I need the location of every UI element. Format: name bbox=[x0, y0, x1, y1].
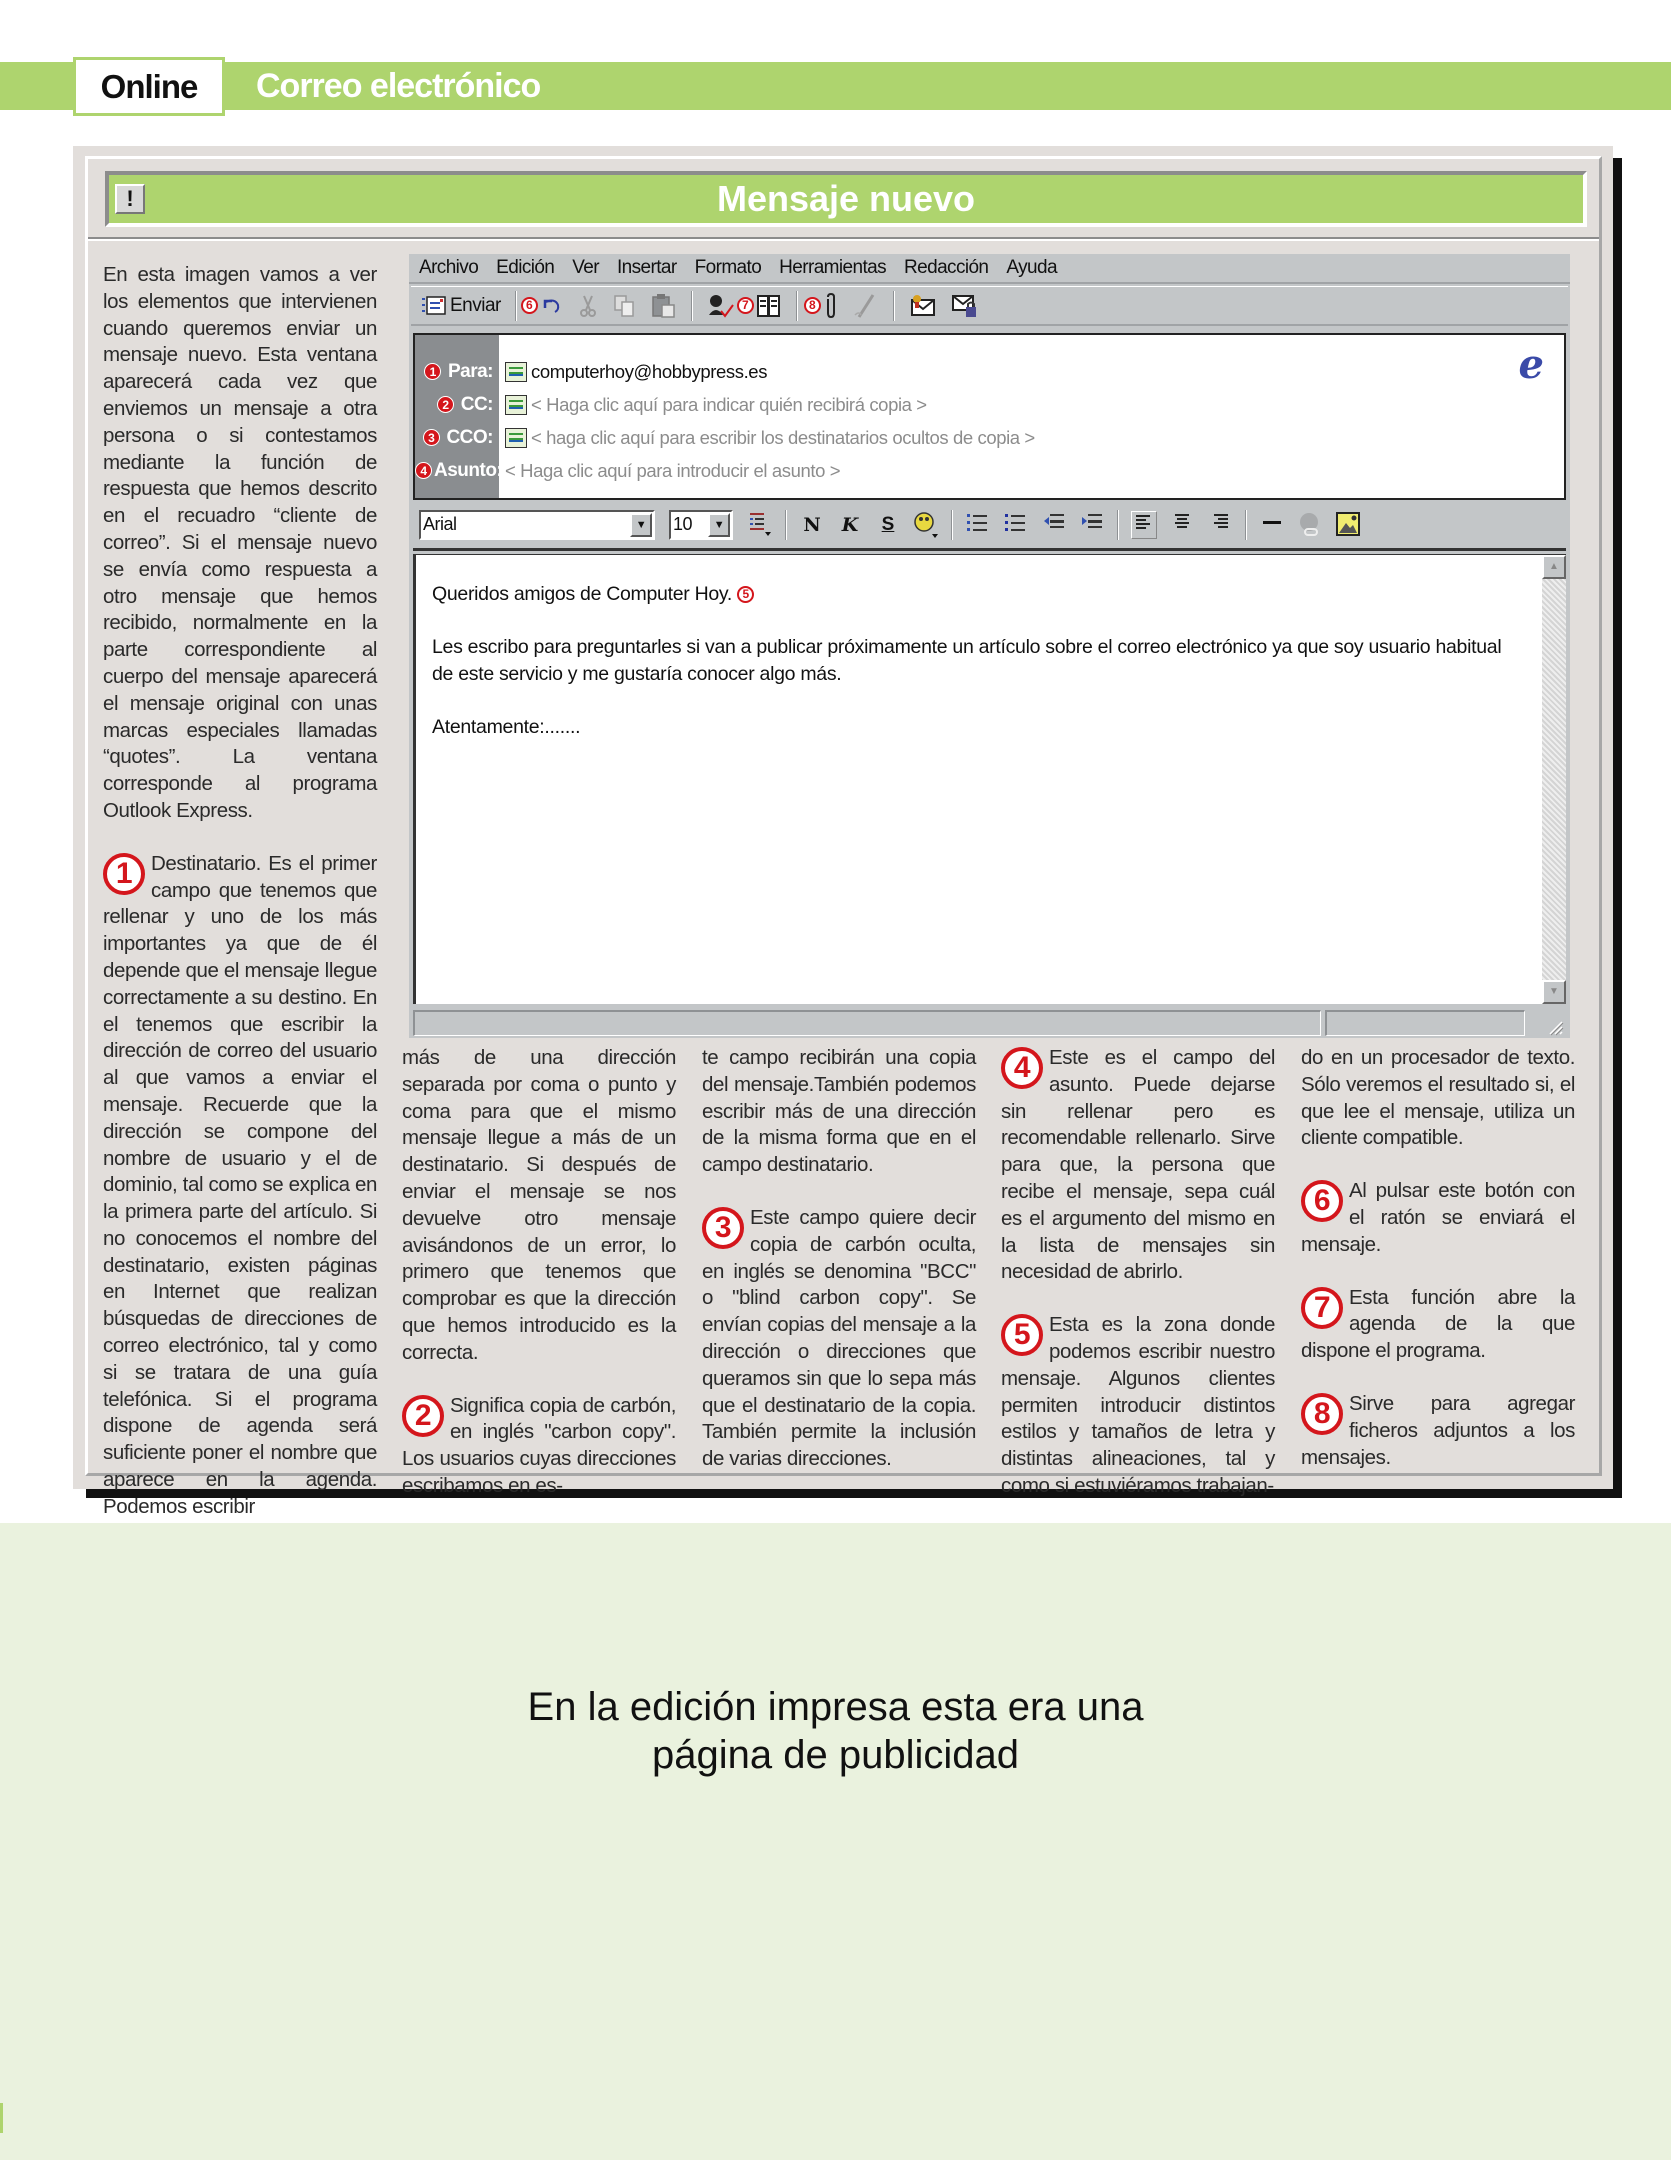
send-button[interactable] bbox=[421, 291, 501, 321]
item-3: 3 Este campo quiere decir copia de carbón oculta, en inglés se denomina "BCC" o "blind carbon copy". Se envían copias del mensaje a la dirección o direcciones que queramos sin que lo sepa más que el destinatario de la copia. También permite la inclusión de varias direcciones. bbox=[702, 1205, 976, 1471]
align-center-button[interactable] bbox=[1169, 511, 1195, 539]
subject-field-row bbox=[415, 454, 1564, 487]
decrease-indent-icon bbox=[1042, 511, 1066, 535]
cut-button[interactable] bbox=[577, 291, 599, 321]
cut-icon bbox=[577, 294, 599, 318]
check-names-icon bbox=[707, 293, 735, 319]
bcc-field-row bbox=[415, 421, 1564, 454]
font-family-select[interactable]: Arial ▼ bbox=[419, 510, 655, 540]
menu-ver[interactable]: Ver bbox=[572, 257, 599, 278]
item-1: 1 Destinatario. Es el primer campo que tenemos que rellenar y uno de los más importantes ya que de él depende que el mensaje llegue correctamente a su destino. En el tenemos que escribir la dirección de correo del usuario al que vamos a enviar el mensaje. Recuerde que la dirección se compone del nombre de usuario y el de dominio, tal como se explica en la primera parte del artículo. Si no conocemos el nombre del destinatario, existen páginas en Internet que realizan búsquedas de direcciones de correo electrónico, tal y como si se tratara de una guía telefónica. Si el programa dispone de agenda será suficiente poner el nombre que aparece en la agenda. Podemos escribir bbox=[103, 851, 377, 1518]
internet-explorer-logo-icon: e bbox=[1518, 341, 1544, 388]
callout-3-marker: 3 bbox=[423, 429, 440, 446]
ad-line-1: En la edición impresa esta era una bbox=[527, 1685, 1144, 1729]
item-2: 2 Significa copia de carbón, en inglés "carbon copy". Los usuarios cuyas direcciones escribamos en es- bbox=[402, 1393, 676, 1497]
toolbar-separator bbox=[893, 291, 895, 321]
callout-2-marker: 2 bbox=[437, 396, 454, 413]
callout-3-icon: 3 bbox=[702, 1207, 744, 1249]
to-input[interactable]: computerhoy@hobbypress.es bbox=[531, 360, 768, 382]
align-center-icon bbox=[1172, 511, 1192, 533]
undo-icon bbox=[541, 296, 563, 316]
menu-archivo[interactable]: Archivo bbox=[419, 257, 479, 278]
bcc-input[interactable]: < haga clic aquí para escribir los destinatarios ocultos de copia > bbox=[531, 426, 1035, 448]
section-header-band bbox=[0, 62, 1671, 110]
align-left-button[interactable] bbox=[1131, 511, 1157, 539]
menu-edicion[interactable]: Edición bbox=[496, 257, 555, 278]
chevron-down-icon[interactable]: ▼ bbox=[630, 513, 652, 537]
callout-2-icon: 2 bbox=[402, 1395, 444, 1437]
col3-continuation: te campo recibirán una copia del mensaje.También podemos escribir más de una dirección de la misma forma que en el campo destinatario. bbox=[702, 1046, 976, 1177]
col5-continuation: do en un procesador de texto. Sólo veremos el resultado si, el que lee el mensaje, utiliza un cliente compatible. bbox=[1301, 1046, 1575, 1150]
compose-window bbox=[409, 254, 1570, 1038]
callout-8-icon: 8 bbox=[1301, 1393, 1343, 1435]
toolbar-separator bbox=[515, 291, 517, 321]
formatting-toolbar bbox=[413, 501, 1566, 551]
toolbar-separator bbox=[1117, 510, 1119, 540]
toolbar-separator bbox=[796, 291, 798, 321]
align-right-button[interactable] bbox=[1207, 511, 1233, 539]
paragraph-style-button[interactable] bbox=[747, 511, 773, 539]
status-bar bbox=[411, 1006, 1568, 1038]
address-book-icon bbox=[756, 294, 782, 318]
callout-5-icon: 5 bbox=[1001, 1314, 1043, 1356]
to-field-row bbox=[415, 355, 1564, 388]
horizontal-line-button[interactable] bbox=[1259, 511, 1285, 539]
decrease-indent-button[interactable] bbox=[1041, 511, 1067, 539]
align-left-icon bbox=[1134, 512, 1154, 534]
advertisement-placeholder bbox=[0, 1523, 1671, 2160]
signed-mail-icon bbox=[909, 294, 937, 318]
attach-button[interactable] bbox=[823, 291, 839, 321]
underline-button[interactable]: S bbox=[881, 513, 895, 535]
attach-icon bbox=[823, 293, 839, 319]
toolbar-separator bbox=[691, 291, 693, 321]
paragraph-style-icon bbox=[748, 511, 772, 537]
image-icon bbox=[1335, 511, 1361, 537]
body-closing: Atentamente:....... bbox=[432, 716, 581, 738]
body-greeting: Queridos amigos de Computer Hoy. bbox=[432, 583, 733, 605]
sign-icon bbox=[853, 293, 879, 319]
cc-field-row bbox=[415, 388, 1564, 421]
main-toolbar bbox=[411, 286, 1568, 326]
item-5: 5 Esta es la zona donde podemos escribir nuestro mensaje. Algunos clientes permiten introducir distintos estilos y tamaños de letra y distintas alineaciones, tal y como si estuviéramos trabajan- bbox=[1001, 1313, 1275, 1497]
bcc-label: CCO: bbox=[446, 426, 493, 448]
ad-line-2: página de publicidad bbox=[652, 1733, 1019, 1777]
insert-link-button[interactable] bbox=[1297, 511, 1323, 539]
item-7: 7 Esta función abre la agenda de la que dispone el programa. bbox=[1301, 1285, 1575, 1363]
subject-label: Asunto: bbox=[434, 459, 503, 481]
address-card-icon[interactable] bbox=[505, 362, 527, 382]
article-column-1 bbox=[103, 262, 377, 1521]
title-divider bbox=[88, 237, 1599, 241]
toolbar-separator bbox=[1245, 510, 1247, 540]
chevron-down-icon[interactable]: ▼ bbox=[708, 513, 730, 537]
cc-input[interactable]: < Haga clic aquí para indicar quién recibirá copia > bbox=[531, 393, 927, 415]
callout-7-icon: 7 bbox=[1301, 1287, 1343, 1329]
edge-marker bbox=[0, 2103, 3, 2133]
paste-icon bbox=[651, 293, 677, 319]
increase-indent-icon bbox=[1080, 511, 1104, 535]
article-column-4 bbox=[1001, 1045, 1275, 1500]
toolbar-separator bbox=[951, 510, 953, 540]
body-paragraph: Les escribo para preguntarles si van a publicar próximamente un artículo sobre el correo electrónico ya que soy usuario habitual de este servicio y me gustaría conocer algo más. bbox=[432, 636, 1502, 685]
menu-formato[interactable]: Formato bbox=[694, 257, 762, 278]
col2-continuation: más de una dirección separada por coma o punto y coma para que el mismo mensaje llegue a más de un destinatario. Si después de enviar el mensaje se nos devuelve otro mensaje avisándonos de un error, lo primero que tenemos que comprobar es que la dirección que hemos introducido es la correcta. bbox=[402, 1046, 676, 1364]
italic-button[interactable]: K bbox=[841, 513, 859, 536]
menu-bar bbox=[409, 254, 1570, 284]
toolbar-separator bbox=[785, 510, 787, 540]
send-label: Enviar bbox=[450, 294, 501, 316]
message-header-fields bbox=[413, 333, 1566, 500]
box-title-bar bbox=[105, 171, 1587, 227]
subject-input[interactable]: < Haga clic aquí para introducir el asunto > bbox=[505, 459, 841, 481]
vertical-scrollbar[interactable] bbox=[1542, 555, 1566, 1004]
copy-icon bbox=[613, 294, 637, 318]
font-color-icon bbox=[913, 511, 939, 539]
callout-1-marker: 1 bbox=[424, 363, 441, 380]
exclamation-icon: ! bbox=[115, 184, 145, 214]
paste-button[interactable] bbox=[651, 291, 677, 321]
sign-button[interactable] bbox=[853, 291, 879, 321]
message-body-text[interactable] bbox=[432, 581, 1522, 767]
section-title: Correo electrónico bbox=[256, 67, 541, 105]
numbered-list-button[interactable] bbox=[965, 511, 991, 539]
increase-indent-button[interactable] bbox=[1079, 511, 1105, 539]
horizontal-line-icon bbox=[1261, 511, 1283, 533]
send-icon bbox=[421, 296, 447, 316]
scroll-up-icon[interactable]: ▲ bbox=[1542, 555, 1566, 579]
hyperlink-icon bbox=[1297, 511, 1323, 539]
font-size-select[interactable]: 10 ▼ bbox=[669, 510, 733, 540]
item-6: 6 Al pulsar este botón con el ratón se enviará el mensaje. bbox=[1301, 1179, 1575, 1256]
callout-1-icon: 1 bbox=[103, 853, 145, 895]
item-4: 4 Este es el campo del asunto. Puede dejarse sin rellenar pero es recomendable rellenarlo. Sirve para que, la persona que recibe el mensaje, sepa cuál es el argumento del mismo en la lista de mensajes sin necesidad de abrirlo. bbox=[1001, 1046, 1275, 1284]
address-card-icon[interactable] bbox=[505, 395, 527, 415]
intro-paragraph: En esta imagen vamos a ver los elementos que intervienen cuando queremos enviar un mensaje nuevo. Esta ventana aparecerá cada vez que enviemos un mensaje a otra persona o si contestamos mediante la función de respuesta que hemos descrito en el recuadro “cliente de correo”. Si el mensaje nuevo se envía como respuesta a otro mensaje que hemos recibido, normalmente en la parte correspondiente al cuerpo del mensaje aparecerá el mensaje original con unas marcas especiales llamadas “quotes”. La ventana corresponde al programa Outlook Express. bbox=[103, 263, 377, 822]
bullet-list-button[interactable] bbox=[1003, 511, 1029, 539]
bullet-list-icon bbox=[1004, 511, 1028, 535]
callout-6-icon: 6 bbox=[1301, 1180, 1343, 1222]
digitally-sign-button[interactable] bbox=[909, 291, 937, 321]
message-body-editor[interactable] bbox=[413, 554, 1566, 1004]
address-card-icon[interactable] bbox=[505, 428, 527, 448]
scroll-down-icon[interactable]: ▼ bbox=[1542, 980, 1566, 1004]
insert-image-button[interactable] bbox=[1335, 511, 1361, 539]
article-column-3 bbox=[702, 1045, 976, 1473]
encrypt-icon bbox=[951, 293, 979, 319]
font-color-button[interactable] bbox=[913, 511, 939, 539]
callout-4-marker: 4 bbox=[415, 462, 432, 479]
resize-grip-icon[interactable] bbox=[1529, 1010, 1566, 1036]
align-right-icon bbox=[1210, 511, 1230, 533]
article-column-2 bbox=[402, 1045, 676, 1500]
bold-button[interactable]: N bbox=[803, 513, 821, 536]
section-tag: Online bbox=[73, 57, 225, 116]
encrypt-button[interactable] bbox=[951, 291, 979, 321]
cc-label: CC: bbox=[460, 393, 493, 415]
callout-7-marker: 7 bbox=[737, 297, 754, 314]
status-pane-main bbox=[413, 1010, 1321, 1036]
callout-4-icon: 4 bbox=[1001, 1047, 1043, 1089]
item-8: 8 Sirve para agregar ficheros adjuntos a los mensajes. bbox=[1301, 1391, 1575, 1469]
copy-button[interactable] bbox=[613, 291, 637, 321]
check-names-button[interactable] bbox=[707, 291, 735, 321]
callout-6-marker: 6 bbox=[521, 297, 538, 314]
callout-8-marker: 8 bbox=[804, 297, 821, 314]
menu-insertar[interactable]: Insertar bbox=[617, 257, 677, 278]
menu-redaccion[interactable]: Redacción bbox=[904, 257, 989, 278]
box-title: Mensaje nuevo bbox=[716, 178, 976, 219]
callout-5-marker: 5 bbox=[737, 586, 754, 603]
to-label: Para: bbox=[447, 360, 493, 382]
article-column-5 bbox=[1301, 1045, 1575, 1471]
menu-ayuda[interactable]: Ayuda bbox=[1006, 257, 1057, 278]
address-book-button[interactable] bbox=[756, 291, 782, 321]
undo-button[interactable] bbox=[541, 291, 563, 321]
numbered-list-icon bbox=[966, 511, 990, 535]
menu-herramientas[interactable]: Herramientas bbox=[779, 257, 887, 278]
status-pane-secondary bbox=[1325, 1010, 1525, 1036]
